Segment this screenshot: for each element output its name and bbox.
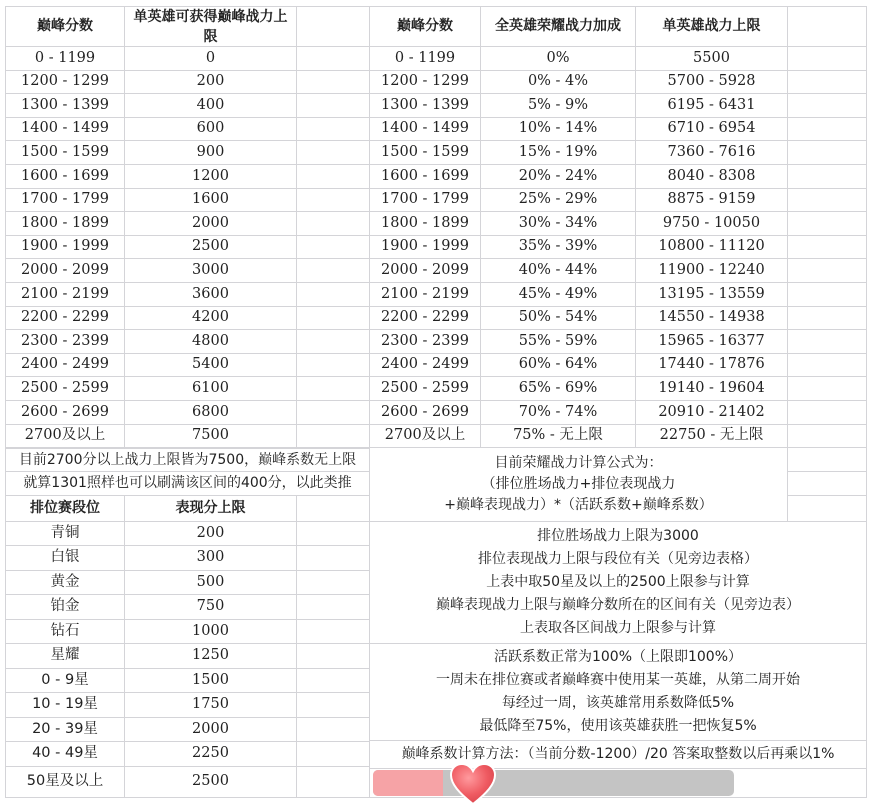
empty-cell [787,70,867,94]
table-row-glory-bonus: 25% - 29% [480,188,636,212]
empty-cell [296,188,370,212]
table-row-rank-tier: 钻石 [5,619,125,644]
explanation-line: 上表中取50星及以上的2500上限参与计算 [486,574,750,590]
table-row-glory-bonus: 35% - 39% [480,235,636,259]
activity-coefficient-block [369,643,867,741]
table-row-peak-score-right: 2300 - 2399 [369,329,481,354]
col-header-peak-score: 巅峰分数 [5,6,125,47]
table-row-peak-score-right: 2500 - 2599 [369,376,481,401]
table-row-glory-bonus: 65% - 69% [480,376,636,401]
empty-cell [787,400,867,425]
empty-cell [296,376,370,401]
empty-cell [296,741,370,767]
empty-cell [296,424,370,448]
table-row-rank-tier: 20 - 39星 [5,717,125,742]
empty-cell [296,282,370,307]
table-row-rank-tier: 0 - 9星 [5,668,125,693]
table-row-hero-peak-cap: 1200 [124,164,297,189]
table-row-glory-bonus: 40% - 44% [480,258,636,283]
table-row-glory-bonus: 30% - 34% [480,211,636,236]
empty-cell [787,329,867,354]
table-row-hero-peak-cap: 400 [124,93,297,118]
table-row-glory-bonus: 55% - 59% [480,329,636,354]
empty-cell [296,258,370,283]
table-row-performance-cap: 2250 [124,741,297,767]
table-row-peak-score-right: 1700 - 1799 [369,188,481,212]
table-row-hero-peak-cap: 6800 [124,400,297,425]
table-row-glory-bonus: 10% - 14% [480,117,636,141]
col-header-glory-bonus: 全英雄荣耀战力加成 [480,6,636,47]
empty-cell [787,306,867,330]
table-row-glory-bonus: 45% - 49% [480,282,636,307]
explanation-block [369,521,867,644]
table-row-peak-score-right: 1500 - 1599 [369,140,481,165]
table-row-hero-peak-cap: 4800 [124,329,297,354]
table-row-peak-score: 2300 - 2399 [5,329,125,354]
table-row-peak-score: 1300 - 1399 [5,93,125,118]
table-row-hero-power-cap: 6195 - 6431 [635,93,788,118]
empty-cell [296,117,370,141]
table-row-hero-peak-cap: 2500 [124,235,297,259]
table-row-hero-peak-cap: 2000 [124,211,297,236]
empty-cell [296,717,370,742]
explanation-line: 巅峰表现战力上限与巅峰分数所在的区间有关（见旁边表） [436,597,800,613]
table-row-hero-peak-cap: 6100 [124,376,297,401]
table-row-peak-score: 2600 - 2699 [5,400,125,425]
empty-cell [296,668,370,693]
table-row-peak-score: 2000 - 2099 [5,258,125,283]
slider-fill [373,770,443,796]
empty-header-cell [296,495,370,522]
table-row-performance-cap: 1750 [124,692,297,718]
table-row-performance-cap: 750 [124,594,297,620]
table-row-hero-peak-cap: 200 [124,70,297,94]
col-header-rank-tier: 排位赛段位 [5,495,125,522]
table-row-rank-tier: 铂金 [5,594,125,620]
table-row-performance-cap: 300 [124,545,297,571]
empty-cell [296,400,370,425]
table-row-hero-power-cap: 7360 - 7616 [635,140,788,165]
table-row-rank-tier: 白银 [5,545,125,571]
empty-header-cell [296,6,370,47]
empty-side-cell [787,495,867,522]
table-row-hero-power-cap: 13195 - 13559 [635,282,788,307]
table-row-glory-bonus: 5% - 9% [480,93,636,118]
empty-cell [787,211,867,236]
col-header-performance-cap: 表现分上限 [124,495,297,522]
table-row-glory-bonus: 75% - 无上限 [480,424,636,448]
empty-header-cell [787,6,867,47]
activity-line: 最低降至75%，使用该英雄获胜一把恢复5% [479,718,757,734]
table-row-rank-tier: 星耀 [5,643,125,669]
table-row-peak-score-right: 1900 - 1999 [369,235,481,259]
empty-cell [296,140,370,165]
note-2700-cap: 目前2700分以上战力上限皆为7500，巅峰系数无上限 [5,448,370,472]
table-row-hero-peak-cap: 7500 [124,424,297,448]
formula-line: （排位胜场战力+排位表现战力 [481,476,676,492]
empty-side-cell [787,447,867,472]
table-row-glory-bonus: 70% - 74% [480,400,636,425]
empty-cell [787,424,867,448]
formula-line: +巅峰表现战力）*（活跃系数+巅峰系数） [444,497,713,513]
col-header-hero-power-cap: 单英雄战力上限 [635,6,788,47]
table-row-hero-power-cap: 6710 - 6954 [635,117,788,141]
table-row-hero-power-cap: 5500 [635,46,788,71]
empty-cell [296,211,370,236]
table-row-peak-score: 2100 - 2199 [5,282,125,307]
empty-cell [787,376,867,401]
table-row-hero-power-cap: 11900 - 12240 [635,258,788,283]
table-row-performance-cap: 1250 [124,643,297,669]
col-header-peak-score-right: 巅峰分数 [369,6,481,47]
col-header-hero-peak-cap: 单英雄可获得巅峰战力上限 [124,6,297,47]
explanation-line: 排位胜场战力上限为3000 [537,528,699,544]
table-row-hero-power-cap: 17440 - 17876 [635,353,788,377]
empty-cell [787,258,867,283]
table-row-hero-peak-cap: 900 [124,140,297,165]
table-row-peak-score: 1500 - 1599 [5,140,125,165]
table-row-peak-score-right: 2100 - 2199 [369,282,481,307]
table-row-peak-score-right: 2200 - 2299 [369,306,481,330]
empty-cell [296,164,370,189]
empty-cell [296,306,370,330]
table-row-peak-score: 2400 - 2499 [5,353,125,377]
empty-cell [296,353,370,377]
empty-side-cell [787,471,867,496]
table-row-glory-bonus: 0% [480,46,636,71]
empty-cell [787,282,867,307]
table-row-hero-power-cap: 20910 - 21402 [635,400,788,425]
empty-cell [296,766,370,798]
empty-cell [296,329,370,354]
table-row-peak-score-right: 1400 - 1499 [369,117,481,141]
table-row-peak-score-right: 2400 - 2499 [369,353,481,377]
table-row-peak-score-right: 1600 - 1699 [369,164,481,189]
empty-cell [296,235,370,259]
empty-cell [787,140,867,165]
table-row-peak-score: 1700 - 1799 [5,188,125,212]
table-row-peak-score-right: 2700及以上 [369,424,481,448]
table-row-peak-score-right: 1800 - 1899 [369,211,481,236]
table-row-hero-power-cap: 9750 - 10050 [635,211,788,236]
empty-cell [296,93,370,118]
activity-line: 活跃系数正常为100%（上限即100%） [493,649,743,665]
explanation-line: 排位表现战力上限与段位有关（见旁边表格） [478,551,758,567]
table-row-peak-score: 0 - 1199 [5,46,125,71]
table-row-performance-cap: 2500 [124,766,297,798]
note-interval-example: 就算1301照样也可以刷满该区间的400分，以此类推 [5,471,370,496]
empty-cell [296,521,370,546]
table-row-performance-cap: 200 [124,521,297,546]
table-row-peak-score: 2700及以上 [5,424,125,448]
table-row-peak-score-right: 2600 - 2699 [369,400,481,425]
table-row-hero-power-cap: 8040 - 8308 [635,164,788,189]
table-row-peak-score: 1400 - 1499 [5,117,125,141]
table-row-peak-score-right: 0 - 1199 [369,46,481,71]
table-row-performance-cap: 1500 [124,668,297,693]
activity-line: 每经过一周，该英雄常用系数降低5% [501,695,735,711]
table-row-hero-power-cap: 8875 - 9159 [635,188,788,212]
table-row-hero-peak-cap: 600 [124,117,297,141]
table-row-performance-cap: 1000 [124,619,297,644]
empty-cell [787,46,867,71]
table-row-rank-tier: 黄金 [5,570,125,595]
table-row-peak-score-right: 2000 - 2099 [369,258,481,283]
empty-cell [787,188,867,212]
empty-cell [296,692,370,718]
table-row-peak-score: 1600 - 1699 [5,164,125,189]
empty-cell [296,594,370,620]
table-row-peak-score-right: 1300 - 1399 [369,93,481,118]
table-row-hero-peak-cap: 0 [124,46,297,71]
table-row-peak-score: 2200 - 2299 [5,306,125,330]
empty-cell [787,164,867,189]
table-row-hero-peak-cap: 3600 [124,282,297,307]
table-row-rank-tier: 40 - 49星 [5,741,125,767]
table-row-hero-peak-cap: 3000 [124,258,297,283]
table-row-hero-peak-cap: 1600 [124,188,297,212]
table-row-rank-tier: 50星及以上 [5,766,125,798]
table-row-hero-power-cap: 19140 - 19604 [635,376,788,401]
table-row-hero-power-cap: 14550 - 14938 [635,306,788,330]
table-row-hero-power-cap: 10800 - 11120 [635,235,788,259]
table-row-hero-power-cap: 15965 - 16377 [635,329,788,354]
table-row-rank-tier: 10 - 19星 [5,692,125,718]
empty-cell [296,545,370,571]
table-row-glory-bonus: 60% - 64% [480,353,636,377]
table-row-peak-score: 1200 - 1299 [5,70,125,94]
formula-block [369,447,788,522]
table-row-performance-cap: 500 [124,570,297,595]
table-row-hero-power-cap: 5700 - 5928 [635,70,788,94]
table-row-peak-score: 2500 - 2599 [5,376,125,401]
table-row-glory-bonus: 15% - 19% [480,140,636,165]
table-row-rank-tier: 青铜 [5,521,125,546]
explanation-line: 上表取各区间战力上限参与计算 [520,620,716,636]
table-row-peak-score: 1900 - 1999 [5,235,125,259]
heart-icon[interactable] [449,762,497,806]
table-row-performance-cap: 2000 [124,717,297,742]
peak-coefficient-text: 巅峰系数计算方法：（当前分数-1200）/20 答案取整数以后再乘以1% [401,746,835,762]
peak-coefficient-method [369,740,867,769]
empty-cell [296,619,370,644]
empty-cell [787,353,867,377]
empty-cell [787,117,867,141]
table-row-hero-peak-cap: 5400 [124,353,297,377]
activity-line: 一周未在排位赛或者巅峰赛中使用某一英雄，从第二周开始 [436,672,800,688]
empty-cell [787,93,867,118]
formula-line: 目前荣耀战力计算公式为： [494,455,663,471]
empty-cell [296,643,370,669]
table-row-peak-score-right: 1200 - 1299 [369,70,481,94]
table-row-hero-peak-cap: 4200 [124,306,297,330]
empty-cell [296,70,370,94]
table-row-glory-bonus: 50% - 54% [480,306,636,330]
progress-slider[interactable] [373,770,734,796]
empty-cell [296,46,370,71]
table-row-hero-power-cap: 22750 - 无上限 [635,424,788,448]
empty-cell [787,235,867,259]
table-row-glory-bonus: 20% - 24% [480,164,636,189]
table-row-peak-score: 1800 - 1899 [5,211,125,236]
empty-cell [296,570,370,595]
table-row-glory-bonus: 0% - 4% [480,70,636,94]
